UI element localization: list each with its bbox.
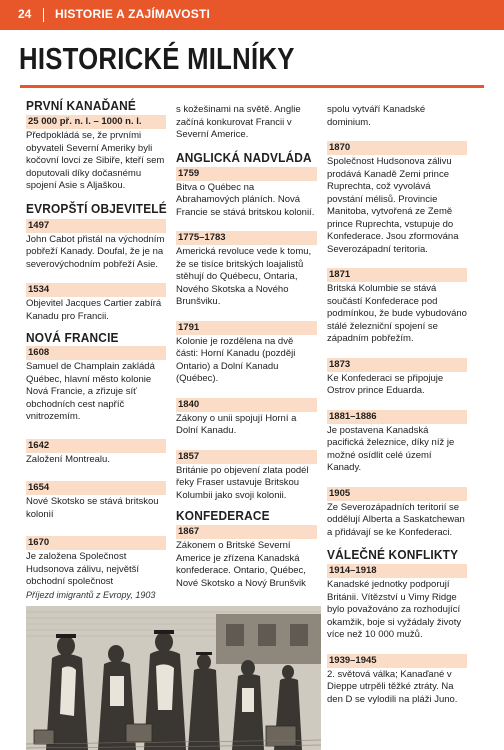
entry-text: Nové Skotsko se stává britskou kolonií [26, 496, 159, 520]
entry-date: 1939–1945 [327, 654, 467, 668]
entry-text: Společnost Hudsonova zálivu prodává Kanadě Zemi prince Ruprechta, což vyvolává povstání mélisů. Provincie Manitoba, vytvořená ze Země prince Ruprechta, vstupuje do Konfederace. Jsou zformována Severozápadní teritoria. [327, 156, 459, 255]
entry-date: 1870 [327, 141, 467, 155]
timeline-entry [327, 410, 467, 475]
entry-date: 1642 [26, 439, 166, 453]
section-heading-nova-francie: NOVÁ FRANCIE [26, 331, 119, 345]
section-heading-valecne: VÁLEČNÉ KONFLIKTY [327, 548, 459, 562]
engraving-icon [26, 606, 321, 750]
entry-date: 1534 [26, 283, 166, 297]
entry-text: Založení Montrealu. [26, 453, 110, 465]
entry-text: Britská Kolumbie se stává součástí Konfederace pod podmínkou, že bude vybudováno stálé železniční spojení se západním pobřežím. [327, 283, 467, 344]
section-heading-objevitele: EVROPŠTÍ OBJEVITELÉ [26, 201, 167, 216]
timeline-entry [176, 167, 317, 220]
timeline-entry [327, 268, 467, 346]
entry-text: Británie po objevení zlata podél řeky Fraser ustavuje Britskou Kolumbii jako svoji kolonii. [176, 464, 309, 501]
entry-date: 1905 [327, 487, 467, 501]
column-1 [26, 96, 166, 589]
timeline-entry [327, 654, 467, 707]
entry-text: Objevitel Jacques Cartier zabírá Kanadu pro Francii. [26, 298, 162, 322]
entry-date: 1497 [26, 219, 166, 233]
entry-text: Americká revoluce vede k tomu, že se tisíce britských loajalistů stěhují do Québecu, Ontaria, Nového Skotska a Nového Brunšviku. [176, 246, 312, 307]
title-rule [20, 85, 484, 88]
photo-caption: Příjezd imigrantů z Evropy, 1903 [26, 590, 156, 600]
entry-date: 1759 [176, 167, 317, 181]
timeline-entry [26, 283, 166, 323]
entry-date: 1871 [327, 268, 467, 282]
entry-date: 1881–1886 [327, 410, 467, 424]
entry-date: 1654 [26, 481, 166, 495]
entry-date: 1840 [176, 398, 317, 412]
entry-date: 1775–1783 [176, 231, 317, 245]
entry-date: 1873 [327, 358, 467, 372]
entry-date: 1791 [176, 321, 317, 335]
section-heading-anglicka: ANGLICKÁ NADVLÁDA [176, 150, 312, 165]
timeline-entry [327, 358, 467, 398]
entry-text: Kolonie je rozdělena na dvě části: Horní Kanadu (později Ontario) a Dolní Kanadu (Québec). [176, 335, 296, 384]
timeline-entry [26, 439, 166, 467]
entry-text: Zákonem o Britské Severní Americe je zřízena Kanadská konfederace. Ontario, Québec, Nové Skotsko a Nový Brunšvik [176, 540, 306, 589]
entry-text: Zákony o unii spojují Horní a Dolní Kanadu. [176, 412, 297, 436]
header-divider [43, 8, 44, 22]
entry-date: 1670 [26, 536, 166, 550]
page-header-bar [0, 0, 504, 30]
timeline-entry [26, 536, 166, 589]
entry-text: Je založena Společnost Hudsonova zálivu, největší obchodní společnost [26, 551, 140, 587]
timeline-entry [176, 398, 317, 438]
header-section-title: HISTORIE A ZAJÍMAVOSTI [55, 7, 211, 21]
entry-date: 1867 [176, 525, 317, 539]
timeline-entry [327, 564, 467, 642]
entry-date: 1857 [176, 450, 317, 464]
page-title: HISTORICKÉ MILNÍKY [19, 41, 295, 76]
entry-date: 25 000 př. n. l. – 1000 n. l. [26, 115, 166, 129]
entry-text: Bitva o Québec na Abrahamových pláních. Nová Francie se stává britskou kolonií. [176, 181, 315, 218]
timeline-entry [176, 525, 317, 590]
section-heading-prvni: PRVNÍ KANAĎANÉ [26, 99, 136, 113]
entry-text: Samuel de Champlain zakládá Québec, hlavní město kolonie Nová Francie, a zřizuje síť obchodních cest napříč vnitrozemím. [26, 361, 155, 422]
entry-text: Kanadské jednotky podporují Británii. Vítězství u Vimy Ridge bylo považováno za rozhodující okamžik, boje si vyžádaly životy více než 10 000 mužů. [327, 579, 462, 640]
entry-text: Předpokládá se, že prvními obyvateli Severní Ameriky byli kočovní lovci ze Sibiře, kteří sem doputovali díky dočasnému spojení Asie s Aljaškou. [26, 130, 165, 191]
timeline-entry [26, 115, 166, 193]
entry-text: Ze Severozápadních teritorií se oddělují Alberta a Saskatchewan a přidávají se ke Konfederaci. [327, 501, 465, 538]
timeline-entry [26, 481, 166, 521]
entry-text: 2. světová válka; Kanaďané v Dieppe utrpěli těžké ztráty. Na den D se vylodili na pláži Juno. [327, 668, 458, 705]
entry-text-continued: s kožešinami na světě. Anglie začíná konkurovat Francii v Severní Americe. [176, 104, 301, 140]
entry-date: 1608 [26, 346, 166, 360]
timeline-entry [176, 450, 317, 503]
timeline-entry [26, 219, 166, 272]
entry-text-continued: spolu vytváří Kanadské dominium. [327, 104, 426, 128]
entry-date: 1914–1918 [327, 564, 467, 578]
timeline-entry [327, 141, 467, 256]
column-2 [176, 104, 317, 590]
entry-text: John Cabot přistál na východním pobřeží Kanady. Doufal, že je na severovýchodním pobřeží Asie. [26, 233, 165, 270]
timeline-entry [327, 487, 467, 540]
column-3 [327, 104, 467, 706]
timeline-entry [176, 231, 317, 309]
engraving-immigrants-illustration [26, 606, 321, 750]
timeline-entry [176, 321, 317, 386]
timeline-entry [26, 346, 166, 424]
entry-text: Ke Konfederaci se připojuje Ostrov prince Eduarda. [327, 372, 444, 396]
entry-text: Je postavena Kanadská pacifická železnice, díky níž je možné osídlit celé území Kanady. [327, 424, 455, 473]
page-number: 24 [18, 7, 32, 21]
section-heading-konfederace: KONFEDERACE [176, 509, 270, 523]
